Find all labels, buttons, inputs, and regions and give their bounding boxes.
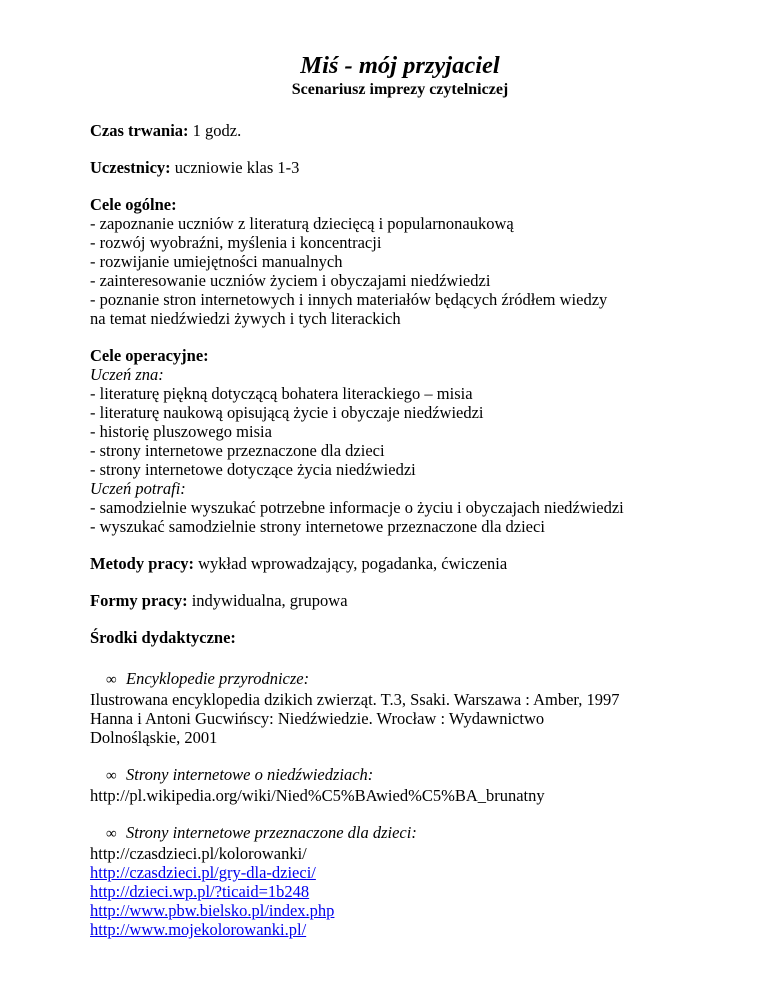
infinity-bullet-icon: ∞ xyxy=(106,826,117,842)
participants-row xyxy=(90,158,710,177)
forms-row xyxy=(90,591,710,610)
resources-heading-row xyxy=(90,628,710,647)
knows-label: Uczeń zna: xyxy=(90,365,164,384)
knows-item: - historię pluszowego misia xyxy=(90,422,272,441)
general-goal-item: - zapoznanie uczniów z literaturą dziecięcą i popularnonaukową xyxy=(90,214,514,233)
kids-site-link[interactable]: http://dzieci.wp.pl/?ticaid=1b248 xyxy=(90,882,310,901)
bear-sites-head-text: Strony internetowe o niedźwiedziach: xyxy=(126,765,374,784)
kids-site-link[interactable]: http://www.mojekolorowanki.pl/ xyxy=(90,920,307,939)
kids-sites-head xyxy=(90,823,710,844)
general-goal-item: - rozwijanie umiejętności manualnych xyxy=(90,252,343,271)
general-goal-item: - poznanie stron internetowych i innych materiałów będących źródłem wiedzy xyxy=(90,290,608,309)
duration-value: 1 godz. xyxy=(192,121,242,140)
methods-value: wykład wprowadzający, pogadanka, ćwiczenia xyxy=(198,554,508,573)
can-label: Uczeń potrafi: xyxy=(90,479,186,498)
participants-label: Uczestnicy: xyxy=(90,158,171,177)
can-item: - samodzielnie wyszukać potrzebne informacje o życiu i obyczajach niedźwiedzi xyxy=(90,498,624,517)
kids-sites-block xyxy=(90,823,710,939)
resources-heading: Środki dydaktyczne: xyxy=(90,628,236,647)
methods-label: Metody pracy: xyxy=(90,554,195,573)
knows-item: - strony internetowe dotyczące życia niedźwiedzi xyxy=(90,460,416,479)
knows-item: - literaturę piękną dotyczącą bohatera literackiego – misia xyxy=(90,384,473,403)
encyclopedia-entry: Hanna i Antoni Gucwińscy: Niedźwiedzie. Wrocław : Wydawnictwo xyxy=(90,709,545,728)
kids-sites-head-text: Strony internetowe przeznaczone dla dzieci: xyxy=(126,823,417,842)
forms-label: Formy pracy: xyxy=(90,591,188,610)
general-goal-item: - rozwój wyobraźni, myślenia i koncentracji xyxy=(90,233,382,252)
encyclopedias-head xyxy=(90,669,710,690)
knows-item: - literaturę naukową opisującą życie i obyczaje niedźwiedzi xyxy=(90,403,484,422)
general-goals-heading: Cele ogólne: xyxy=(90,195,177,214)
methods-row xyxy=(90,554,710,573)
general-goal-item: - zainteresowanie uczniów życiem i obyczajami niedźwiedzi xyxy=(90,271,491,290)
duration-label: Czas trwania: xyxy=(90,121,189,140)
kids-site-url-plain: http://czasdzieci.pl/kolorowanki/ xyxy=(90,844,307,863)
bear-sites-block xyxy=(90,765,710,805)
page-subtitle: Scenariusz imprezy czytelniczej xyxy=(291,81,509,98)
encyclopedias-block xyxy=(90,669,710,747)
kids-site-link[interactable]: http://czasdzieci.pl/gry-dla-dzieci/ xyxy=(90,863,316,882)
forms-value: indywidualna, grupowa xyxy=(191,591,348,610)
operational-goals-section xyxy=(90,346,710,536)
bear-sites-head xyxy=(90,765,710,786)
page-title: Miś - mój przyjaciel xyxy=(300,52,500,79)
operational-goals-heading: Cele operacyjne: xyxy=(90,346,209,365)
infinity-bullet-icon: ∞ xyxy=(106,768,117,784)
can-item: - wyszukać samodzielnie strony internetowe przeznaczone dla dzieci xyxy=(90,517,545,536)
document-page xyxy=(90,52,710,957)
encyclopedias-head-text: Encyklopedie przyrodnicze: xyxy=(126,669,310,688)
knows-item: - strony internetowe przeznaczone dla dzieci xyxy=(90,441,385,460)
infinity-bullet-icon: ∞ xyxy=(106,672,117,688)
duration-row xyxy=(90,121,710,140)
encyclopedia-entry-continuation: Dolnośląskie, 2001 xyxy=(90,728,218,747)
participants-value: uczniowie klas 1-3 xyxy=(174,158,300,177)
kids-site-link[interactable]: http://www.pbw.bielsko.pl/index.php xyxy=(90,901,335,920)
encyclopedia-entry: Ilustrowana encyklopedia dzikich zwierząt. T.3, Ssaki. Warszawa : Amber, 1997 xyxy=(90,690,620,709)
general-goal-item-continuation: na temat niedźwiedzi żywych i tych literackich xyxy=(90,309,401,328)
general-goals-section xyxy=(90,195,710,328)
bear-site-url: http://pl.wikipedia.org/wiki/Nied%C5%BAwied%C5%BA_brunatny xyxy=(90,786,545,805)
